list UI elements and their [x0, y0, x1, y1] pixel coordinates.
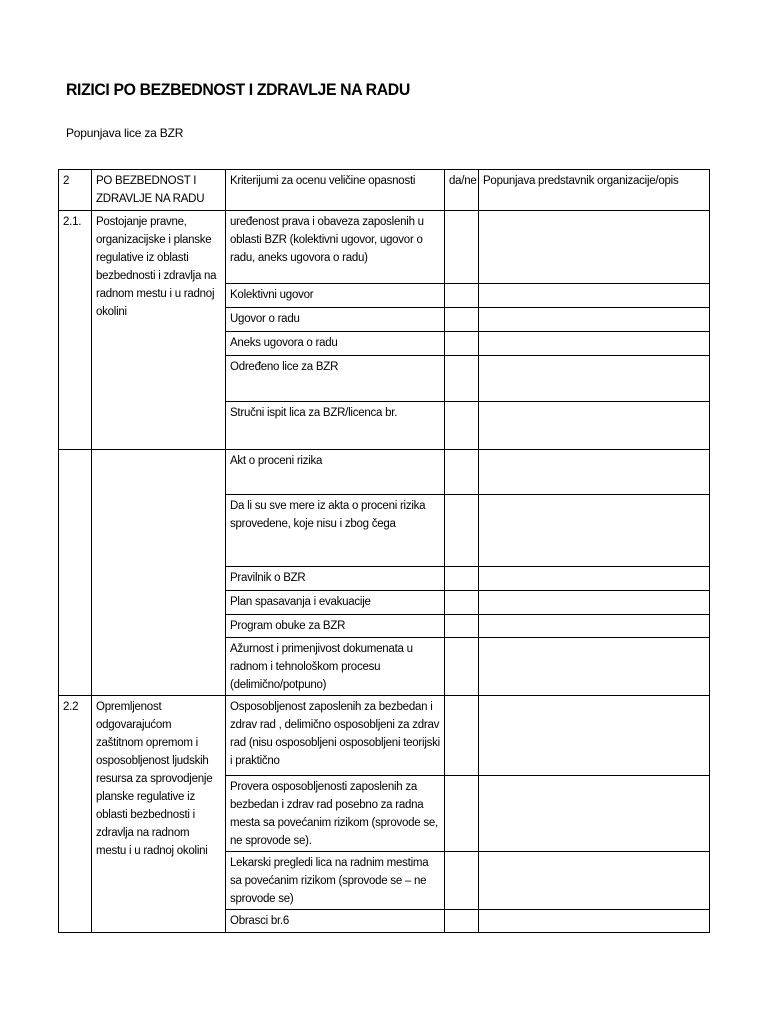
- table-row: [59, 450, 710, 495]
- criteria-cell: Lekarski pregledi lica na radnim mestima sa povećanim rizikom (sprovode se – ne sprovode se): [226, 852, 445, 910]
- yes-no-cell[interactable]: [445, 638, 479, 696]
- header-criteria: Kriterijumi za ocenu veličine opasnosti: [226, 170, 445, 211]
- header-number: 2: [59, 170, 92, 211]
- section-description-continued: [92, 450, 226, 696]
- document-subtitle: Popunjava lice za BZR: [66, 126, 184, 140]
- representative-cell[interactable]: [479, 308, 710, 332]
- criteria-cell: Akt o proceni rizika: [226, 450, 445, 495]
- criteria-cell: Pravilnik o BZR: [226, 567, 445, 591]
- criteria-cell: Da li su sve mere iz akta o proceni rizika sprovedene, koje nisu i zbog čega: [226, 495, 445, 567]
- yes-no-cell[interactable]: [445, 615, 479, 638]
- yes-no-cell[interactable]: [445, 696, 479, 776]
- table-header-row: [59, 170, 710, 211]
- criteria-cell: Ugovor o radu: [226, 308, 445, 332]
- representative-cell[interactable]: [479, 211, 710, 284]
- yes-no-cell[interactable]: [445, 852, 479, 910]
- representative-cell[interactable]: [479, 402, 710, 450]
- representative-cell[interactable]: [479, 284, 710, 308]
- criteria-cell: Određeno lice za BZR: [226, 356, 445, 402]
- yes-no-cell[interactable]: [445, 356, 479, 402]
- document-title: RIZICI PO BEZBEDNOST I ZDRAVLJE NA RADU: [66, 80, 410, 99]
- criteria-cell: Obrasci br.6: [226, 910, 445, 933]
- header-yes-no: da/ne: [445, 170, 479, 211]
- representative-cell[interactable]: [479, 495, 710, 567]
- yes-no-cell[interactable]: [445, 332, 479, 356]
- table-row: [59, 211, 710, 284]
- criteria-cell: Aneks ugovora o radu: [226, 332, 445, 356]
- criteria-cell: Plan spasavanja i evakuacije: [226, 591, 445, 615]
- yes-no-cell[interactable]: [445, 450, 479, 495]
- header-area: PO BEZBEDNOST I ZDRAVLJE NA RADU: [92, 170, 226, 211]
- yes-no-cell[interactable]: [445, 211, 479, 284]
- criteria-cell: Stručni ispit lica za BZR/licenca br.: [226, 402, 445, 450]
- yes-no-cell[interactable]: [445, 591, 479, 615]
- representative-cell[interactable]: [479, 615, 710, 638]
- section-description: Postojanje pravne, organizacijske i planske regulative iz oblasti bezbednosti i zdravlja na radnom mestu i u radnoj okolini: [92, 211, 226, 450]
- representative-cell[interactable]: [479, 450, 710, 495]
- header-representative: Popunjava predstavnik organizacije/opis: [479, 170, 710, 211]
- section-number: 2.1.: [59, 211, 92, 450]
- criteria-cell: uređenost prava i obaveza zaposlenih u oblasti BZR (kolektivni ugovor, ugovor o radu, aneks ugovora o radu): [226, 211, 445, 284]
- criteria-cell: Ažurnost i primenjivost dokumenata u radnom i tehnološkom procesu (delimično/potpuno): [226, 638, 445, 696]
- yes-no-cell[interactable]: [445, 776, 479, 852]
- section-number-continued: [59, 450, 92, 696]
- yes-no-cell[interactable]: [445, 308, 479, 332]
- criteria-cell: Program obuke za BZR: [226, 615, 445, 638]
- criteria-cell: Provera osposobljenosti zaposlenih za bezbedan i zdrav rad posebno za radna mesta sa povećanim rizikom (sprovode se, ne sprovode se).: [226, 776, 445, 852]
- representative-cell[interactable]: [479, 776, 710, 852]
- yes-no-cell[interactable]: [445, 284, 479, 308]
- criteria-cell: Osposobljenost zaposlenih za bezbedan i zdrav rad , delimično osposobljeni za zdrav rad (nisu osposobljeni osposobljeni teorijski i praktično: [226, 696, 445, 776]
- section-number: 2.2: [59, 696, 92, 933]
- representative-cell[interactable]: [479, 567, 710, 591]
- section-description: Opremljenost odgovarajućom zaštitnom opremom i osposobljenost ljudskih resursa za sprovodjenje planske regulative iz oblasti bezbednosti i zdravlja na radnom mestu i u radnoj okolini: [92, 696, 226, 933]
- representative-cell[interactable]: [479, 696, 710, 776]
- yes-no-cell[interactable]: [445, 402, 479, 450]
- representative-cell[interactable]: [479, 910, 710, 933]
- yes-no-cell[interactable]: [445, 495, 479, 567]
- representative-cell[interactable]: [479, 591, 710, 615]
- representative-cell[interactable]: [479, 332, 710, 356]
- yes-no-cell[interactable]: [445, 567, 479, 591]
- yes-no-cell[interactable]: [445, 910, 479, 933]
- table-row: [59, 696, 710, 776]
- criteria-cell: Kolektivni ugovor: [226, 284, 445, 308]
- risk-assessment-table: [58, 169, 710, 933]
- representative-cell[interactable]: [479, 852, 710, 910]
- representative-cell[interactable]: [479, 356, 710, 402]
- representative-cell[interactable]: [479, 638, 710, 696]
